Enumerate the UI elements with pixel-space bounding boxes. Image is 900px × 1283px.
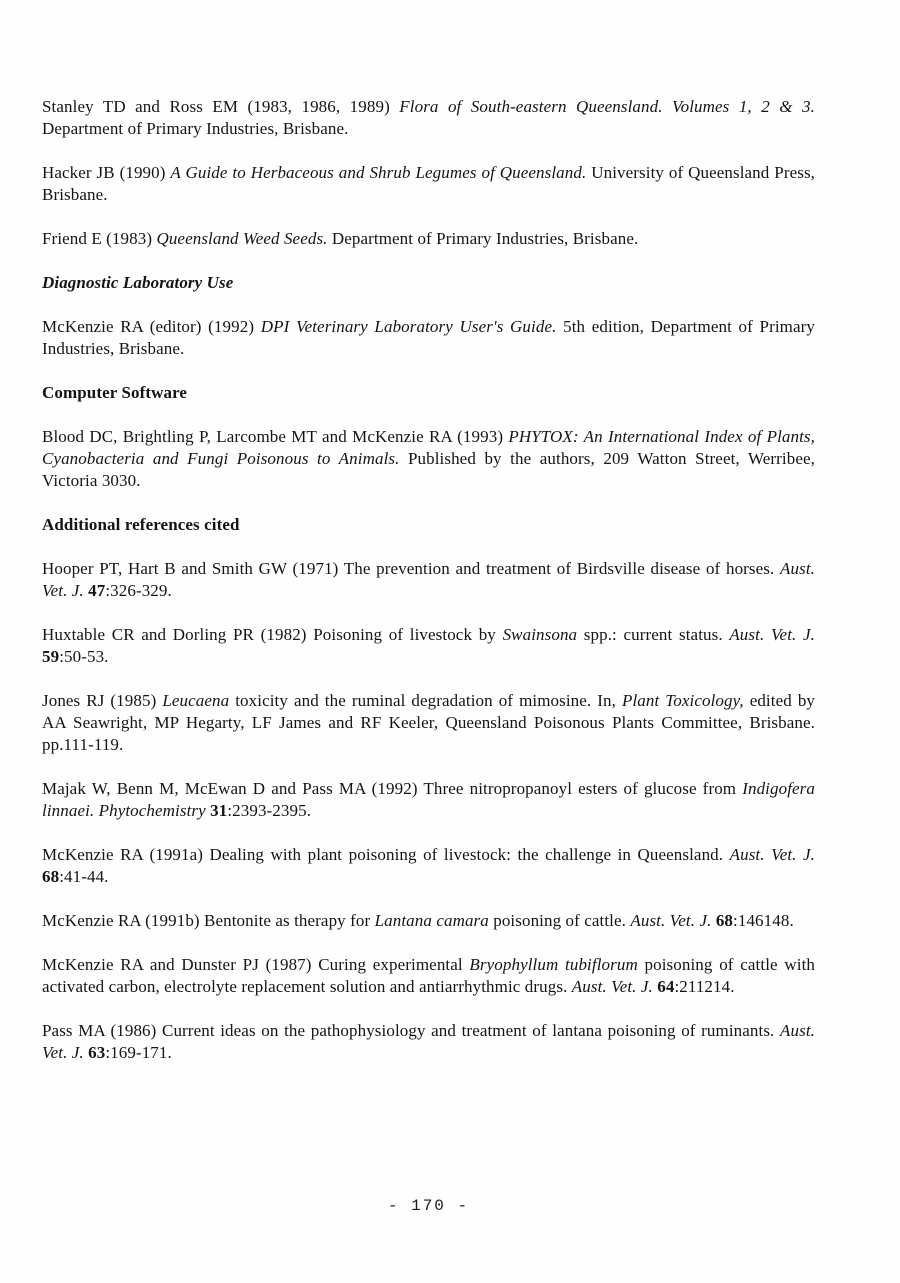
text-segment: McKenzie RA and Dunster PJ (1987) Curing experimental [42,955,470,974]
text-segment: DPI Veterinary Laboratory User's Guide. [260,317,557,336]
reference-entry [42,316,815,360]
text-segment: :326-329. [105,581,172,600]
text-segment: 5th edition, Department of Primary Industries, Brisbane. [42,317,815,358]
text-segment: Flora of South-eastern Queensland. Volumes 1, 2 & 3. [399,97,815,116]
text-segment: University of Queensland Press, Brisbane. [42,163,816,204]
text-segment: Department of Primary Industries, Brisbane. [42,119,349,138]
reference-entry [42,228,815,250]
text-segment: :169-171. [105,1043,172,1062]
text-segment: 64 [657,977,675,996]
text-segment: Stanley TD and Ross EM (1983, 1986, 1989) [42,97,400,116]
text-segment: 31 [210,801,228,820]
page-number: - 170 - [387,1197,470,1215]
text-segment: 63 [88,1043,106,1062]
text-segment: :146148. [733,911,794,930]
text-segment: Indigofera linnaei. Phytochemistry [42,779,815,820]
text-segment: Swainsona [502,625,578,644]
text-segment: Aust. Vet. J. [42,559,815,600]
text-segment: Bryophyllum tubiflorum [469,955,638,974]
text-segment: Aust. Vet. J. [729,625,816,644]
reference-entry [42,624,815,668]
text-segment: Department of Primary Industries, Brisbane. [327,229,639,248]
text-segment: edited by AA Seawright, MP Hegarty, LF James and RF Keeler, Queensland Poisonous Plants Committee, Brisbane. pp.111-119. [42,691,816,754]
reference-entry [42,426,815,492]
text-segment: A Guide to Herbaceous and Shrub Legumes of Queensland. [170,163,587,182]
text-segment: 47 [88,581,106,600]
text-segment: Diagnostic Laboratory Use [42,273,234,292]
text-segment: McKenzie RA (1991b) Bentonite as therapy for [42,911,375,930]
reference-entry [42,162,815,206]
text-segment: 59 [42,647,60,666]
text-segment: Jones RJ (1985) [42,691,163,710]
reference-entry [42,558,815,602]
text-segment: Majak W, Benn M, McEwan D and Pass MA (1992) Three nitropropanoyl esters of glucose from [42,779,743,798]
text-segment: Queensland Weed Seeds. [156,229,328,248]
text-segment: McKenzie RA (editor) (1992) [42,317,261,336]
text-segment: Blood DC, Brightling P, Larcombe MT and McKenzie RA (1993) [42,427,509,446]
text-segment: Friend E (1983) [42,229,157,248]
references-list [42,96,815,1086]
text-segment: toxicity and the ruminal degradation of mimosine. In, [229,691,622,710]
text-segment: Hooper PT, Hart B and Smith GW (1971) The prevention and treatment of Birdsville disease of horses. [42,559,781,578]
text-segment: 68 [42,867,60,886]
text-segment: Pass MA (1986) Current ideas on the pathophysiology and treatment of lantana poisoning of ruminants. [42,1021,781,1040]
text-segment: 68 [715,911,734,930]
reference-entry [42,844,815,888]
reference-entry [42,910,815,932]
reference-entry [42,954,815,998]
text-segment: :41-44. [59,867,109,886]
section-heading [42,272,815,294]
text-segment: poisoning of cattle. [488,911,631,930]
text-segment: Plant Toxicology, [621,691,744,710]
text-segment: Hacker JB (1990) [42,163,171,182]
reference-entry [42,778,815,822]
text-segment: :2393-2395. [227,801,312,820]
text-segment: Leucaena [162,691,230,710]
text-segment: Lantana camara [374,911,489,930]
text-segment: Aust. Vet. J. [729,845,815,864]
reference-entry [42,690,815,756]
text-segment: Aust. Vet. J. [630,911,712,930]
text-segment: Published by the authors, 209 Watton Street, Werribee, Victoria 3030. [42,449,815,490]
section-heading [42,382,815,404]
text-segment: PHYTOX: An International Index of Plants, Cyanobacteria and Fungi Poisonous to Animals. [42,427,815,468]
text-segment: McKenzie RA (1991a) Dealing with plant poisoning of livestock: the challenge in Queensland. [42,845,730,864]
text-segment: poisoning of cattle with activated carbon, electrolyte replacement solution and antiarrhythmic drugs. [42,955,815,996]
text-segment: spp.: current status. [577,625,730,644]
text-segment: :50-53. [59,647,109,666]
text-segment: Additional references cited [42,515,240,534]
reference-entry [42,96,815,140]
text-segment: Computer Software [42,383,188,402]
text-segment: Huxtable CR and Dorling PR (1982) Poisoning of livestock by [42,625,503,644]
section-heading [42,514,815,536]
text-segment: :211214. [674,977,735,996]
text-segment: Aust. Vet. J. [571,977,653,996]
text-segment: Aust. Vet. J. [42,1021,815,1062]
reference-entry [42,1020,815,1064]
